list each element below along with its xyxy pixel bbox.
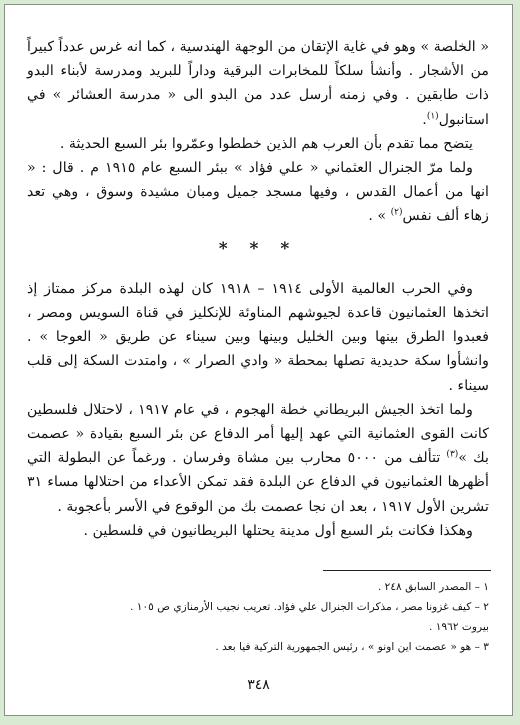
paragraph-1: « الخلصة » وهو في غاية الإتقان من الوجهة الهندسية ، كما انه غرس عدداً كبيراً من الأشجار . وأنشأ سلكاً للمخابرات البرقية وداراً للبريد ومدرسة لأبناء البدو ذات طابقين . وفي زمنه أرسل عدد من البدو الى « مدرسة العشائر » في استانبول$^{(١)}$.	[27, 39, 489, 128]
paragraph-2: يتضح مما تقدم بأن العرب هم الذين خططوا وعمّروا بئر السبع الحديثة .	[59, 135, 473, 152]
paragraph-5: ولما اتخذ الجيش البريطاني خطة الهجوم ، في عام ١٩١٧ ، لاحتلال فلسطين كانت القوى العثمانية التي عهد إليها أمر الدفاع عن بئر السبع بقيادة « عصمت بك »$^{(٣)}$ تتألف من ٥٠٠٠ محارب بين مشاة وفرسان . ورغماً عن البطولة التي أظهرها العثمانيون في الدفاع عن البلدة فقد تمكن الأعداء من احتلالها مساء ٣١ تشرين الأول ١٩١٧ ، بعد ان نجا عصمت بك من الوقوع في الأسر بأعجوبة .	[27, 401, 489, 515]
paragraph-4: وفي الحرب العالمية الأولى ١٩١٤ – ١٩١٨ كان لهذه البلدة مركز ممتاز إذ اتخذها العثمانيون قاعدة لجيوشهم المناوئة للإنكليز في قناة السويس ومصر ، فعبدوا الطرق بينها وبين الخليل وبينها وبين سيناء عن طريق « العوجا » . وانشأوا سكة حديدية تصلها بمحطة « وادي الصرار » ، وامتدت السكة إلى قلب سيناء .	[27, 280, 489, 394]
section-separator: * * *	[218, 238, 298, 259]
body-text	[27, 35, 489, 543]
footnote-1: ١ – المصدر السابق ٢٤٨ .	[377, 581, 489, 593]
footnote-ref-2: (٢)	[390, 207, 403, 218]
paragraph-6: وهكذا فكانت بئر السبع أول مدينة يحتلها البريطانيون في فلسطين .	[83, 522, 473, 539]
footnote-2: ٢ – كيف غزونا مصر ، مذكرات الجنرال علي فؤاد. تعريب نجيب الأرمنازي ص ١٠٥ .	[130, 601, 489, 613]
book-page	[4, 4, 513, 716]
footnote-divider	[323, 570, 491, 571]
footnote-2-continuation: بيروت ١٩٦٢ .	[429, 621, 489, 633]
page-number: ٣٤٨	[247, 677, 270, 693]
paragraph-3: ولما مرّ الجنرال العثماني « علي فؤاد » ببئر السبع عام ١٩١٥ م . قال : « انها من أعمال القدس ، وفيها مسجد جميل ومبان مشيدة وسوق ، وهي تعد زهاء ألف نفس$^{(٢)}$ » .	[27, 160, 489, 225]
footnote-ref-3: (٣)	[446, 449, 459, 460]
footnote-ref-1: (١)	[426, 110, 439, 121]
footnote-3: ٣ – هو « عصمت اين اونو » ، رئيس الجمهورية التركية فيا بعد .	[215, 641, 489, 653]
footnotes	[27, 577, 489, 657]
